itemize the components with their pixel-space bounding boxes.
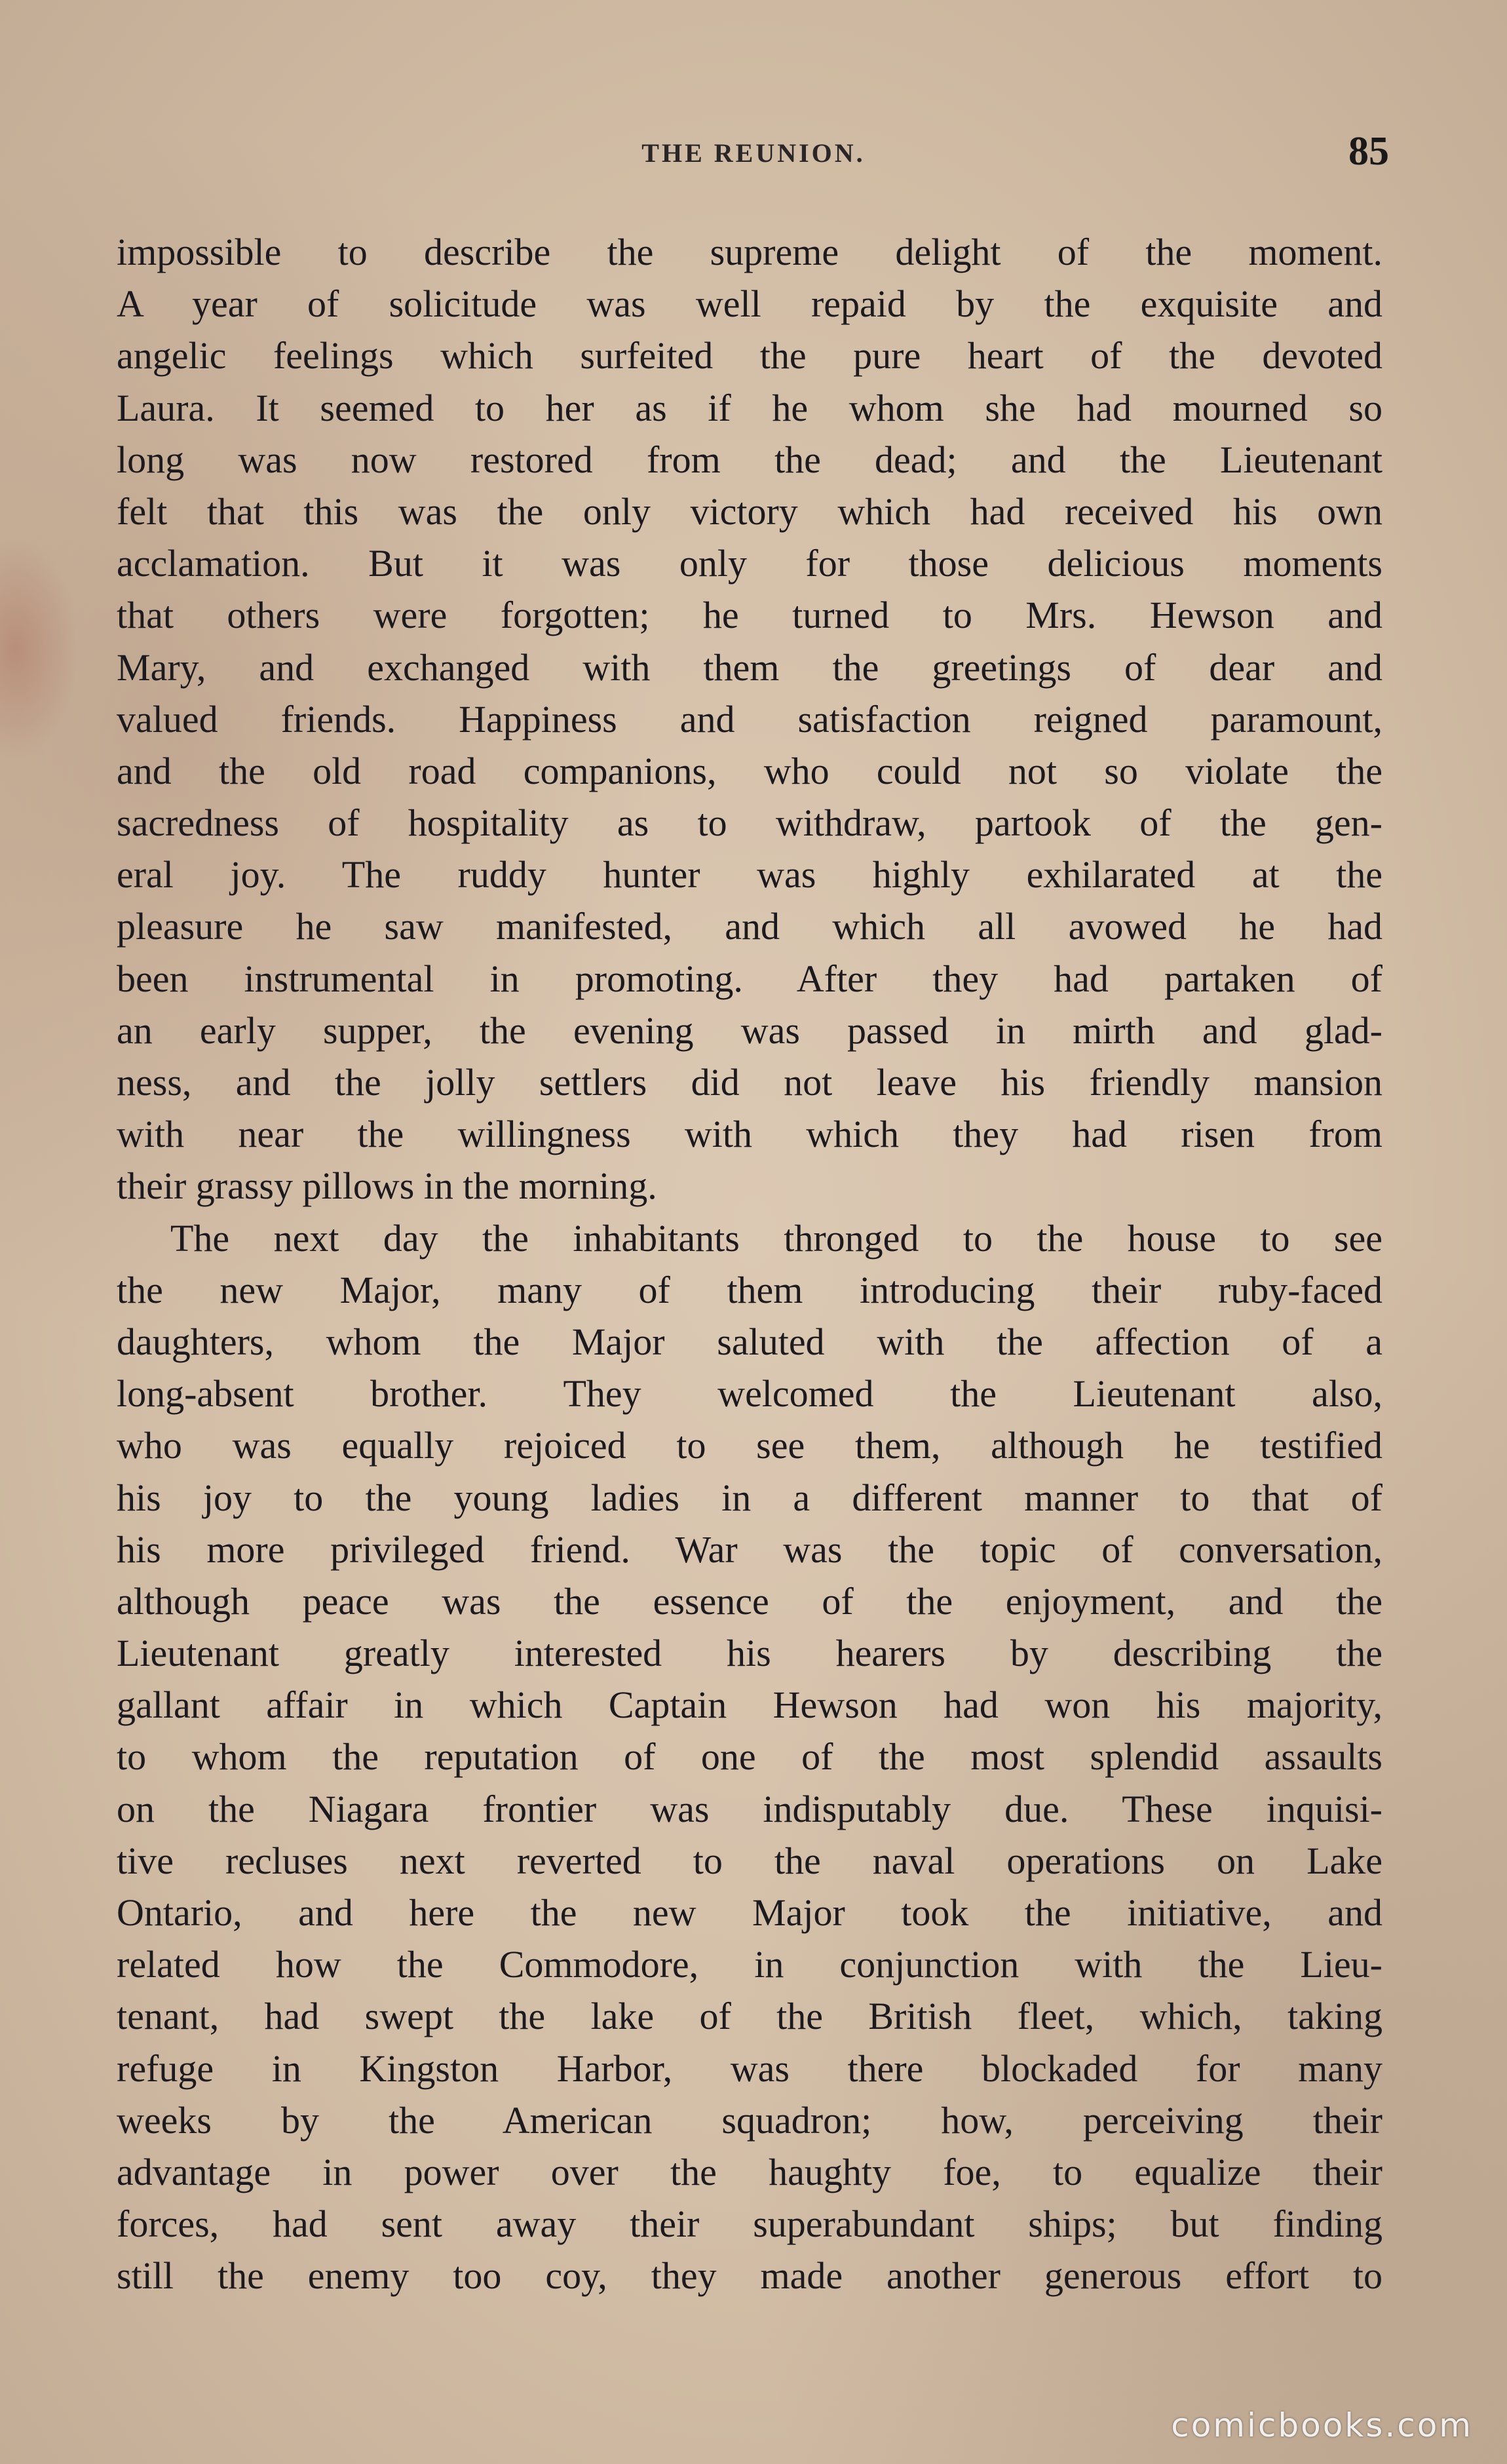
text-line: long-absent brother. They welcomed the Lieutenant also, — [117, 1372, 1383, 1415]
text-line: felt that this was the only victory which had received his own — [117, 490, 1383, 533]
body-text — [117, 226, 1383, 2302]
text-line: refuge in Kingston Harbor, was there blockaded for many — [117, 2047, 1383, 2090]
text-line: an early supper, the evening was passed in mirth and glad- — [117, 1009, 1383, 1052]
text-line: acclamation. But it was only for those delicious moments — [117, 542, 1383, 585]
text-line: advantage in power over the haughty foe, to equalize their — [117, 2150, 1383, 2193]
page-title: THE REUNION. — [641, 138, 866, 168]
text-line: eral joy. The ruddy hunter was highly exhilarated at the — [117, 853, 1383, 896]
text-line: tenant, had swept the lake of the British fleet, which, taking — [117, 1995, 1383, 2038]
text-line: although peace was the essence of the enjoyment, and the — [117, 1579, 1383, 1623]
text-line: that others were forgotten; he turned to Mrs. Hewson and — [117, 594, 1383, 637]
paper-stain — [0, 537, 79, 760]
text-line: Ontario, and here the new Major took the initiative, and — [117, 1891, 1383, 1934]
text-line: pleasure he saw manifested, and which all avowed he had — [117, 905, 1383, 948]
text-line: long was now restored from the dead; and the Lieutenant — [117, 438, 1383, 481]
text-line: on the Niagara frontier was indisputably due. These inquisi- — [117, 1787, 1383, 1830]
text-line: forces, had sent away their superabundant ships; but finding — [117, 2203, 1383, 2246]
text-line: Lieutenant greatly interested his hearers by describing the — [117, 1632, 1383, 1675]
text-line: weeks by the American squadron; how, perceiving their — [117, 2098, 1383, 2142]
text-line: to whom the reputation of one of the most splendid assaults — [117, 1735, 1383, 1779]
text-line: tive recluses next reverted to the naval operations on Lake — [117, 1839, 1383, 1882]
text-line: daughters, whom the Major saluted with the affection of a — [117, 1320, 1383, 1363]
text-line: related how the Commodore, in conjunction with the Lieu- — [117, 1943, 1383, 1986]
text-line: Laura. It seemed to her as if he whom she had mourned so — [117, 386, 1383, 429]
running-head — [118, 129, 1389, 183]
text-line: with near the willingness with which they had risen from — [117, 1113, 1383, 1156]
text-line: ness, and the jolly settlers did not leave his friendly mansion — [117, 1061, 1383, 1104]
text-line: who was equally rejoiced to see them, although he testified — [117, 1424, 1383, 1467]
paragraph-end-line: their grassy pillows in the morning. — [117, 1165, 657, 1208]
text-line: his joy to the young ladies in a different manner to that of — [117, 1476, 1383, 1519]
text-line: impossible to describe the supreme delight of the moment. — [117, 231, 1383, 273]
text-line: sacredness of hospitality as to withdraw, partook of the gen- — [117, 801, 1383, 845]
text-line: gallant affair in which Captain Hewson had won his majority, — [117, 1684, 1383, 1727]
text-line: and the old road companions, who could not so violate the — [117, 749, 1383, 792]
text-line: valued friends. Happiness and satisfaction reigned paramount, — [117, 697, 1383, 741]
text-line: the new Major, many of them introducing their ruby-faced — [117, 1268, 1383, 1311]
text-line: A year of solicitude was well repaid by the exquisite and — [117, 282, 1383, 326]
text-line: angelic feelings which surfeited the pure heart of the devoted — [117, 334, 1383, 377]
paragraph-start-line: The next day the inhabitants thronged to the house to see — [170, 1216, 1383, 1260]
text-line: still the enemy too coy, they made another generous effort to — [117, 2254, 1383, 2298]
page-number: 85 — [1348, 129, 1389, 174]
text-line: Mary, and exchanged with them the greetings of dear and — [117, 645, 1383, 689]
text-line: been instrumental in promoting. After they had partaken of — [117, 957, 1383, 1000]
text-line: his more privileged friend. War was the topic of conversation, — [117, 1528, 1383, 1571]
watermark: comicbooks.com — [1171, 2406, 1473, 2444]
